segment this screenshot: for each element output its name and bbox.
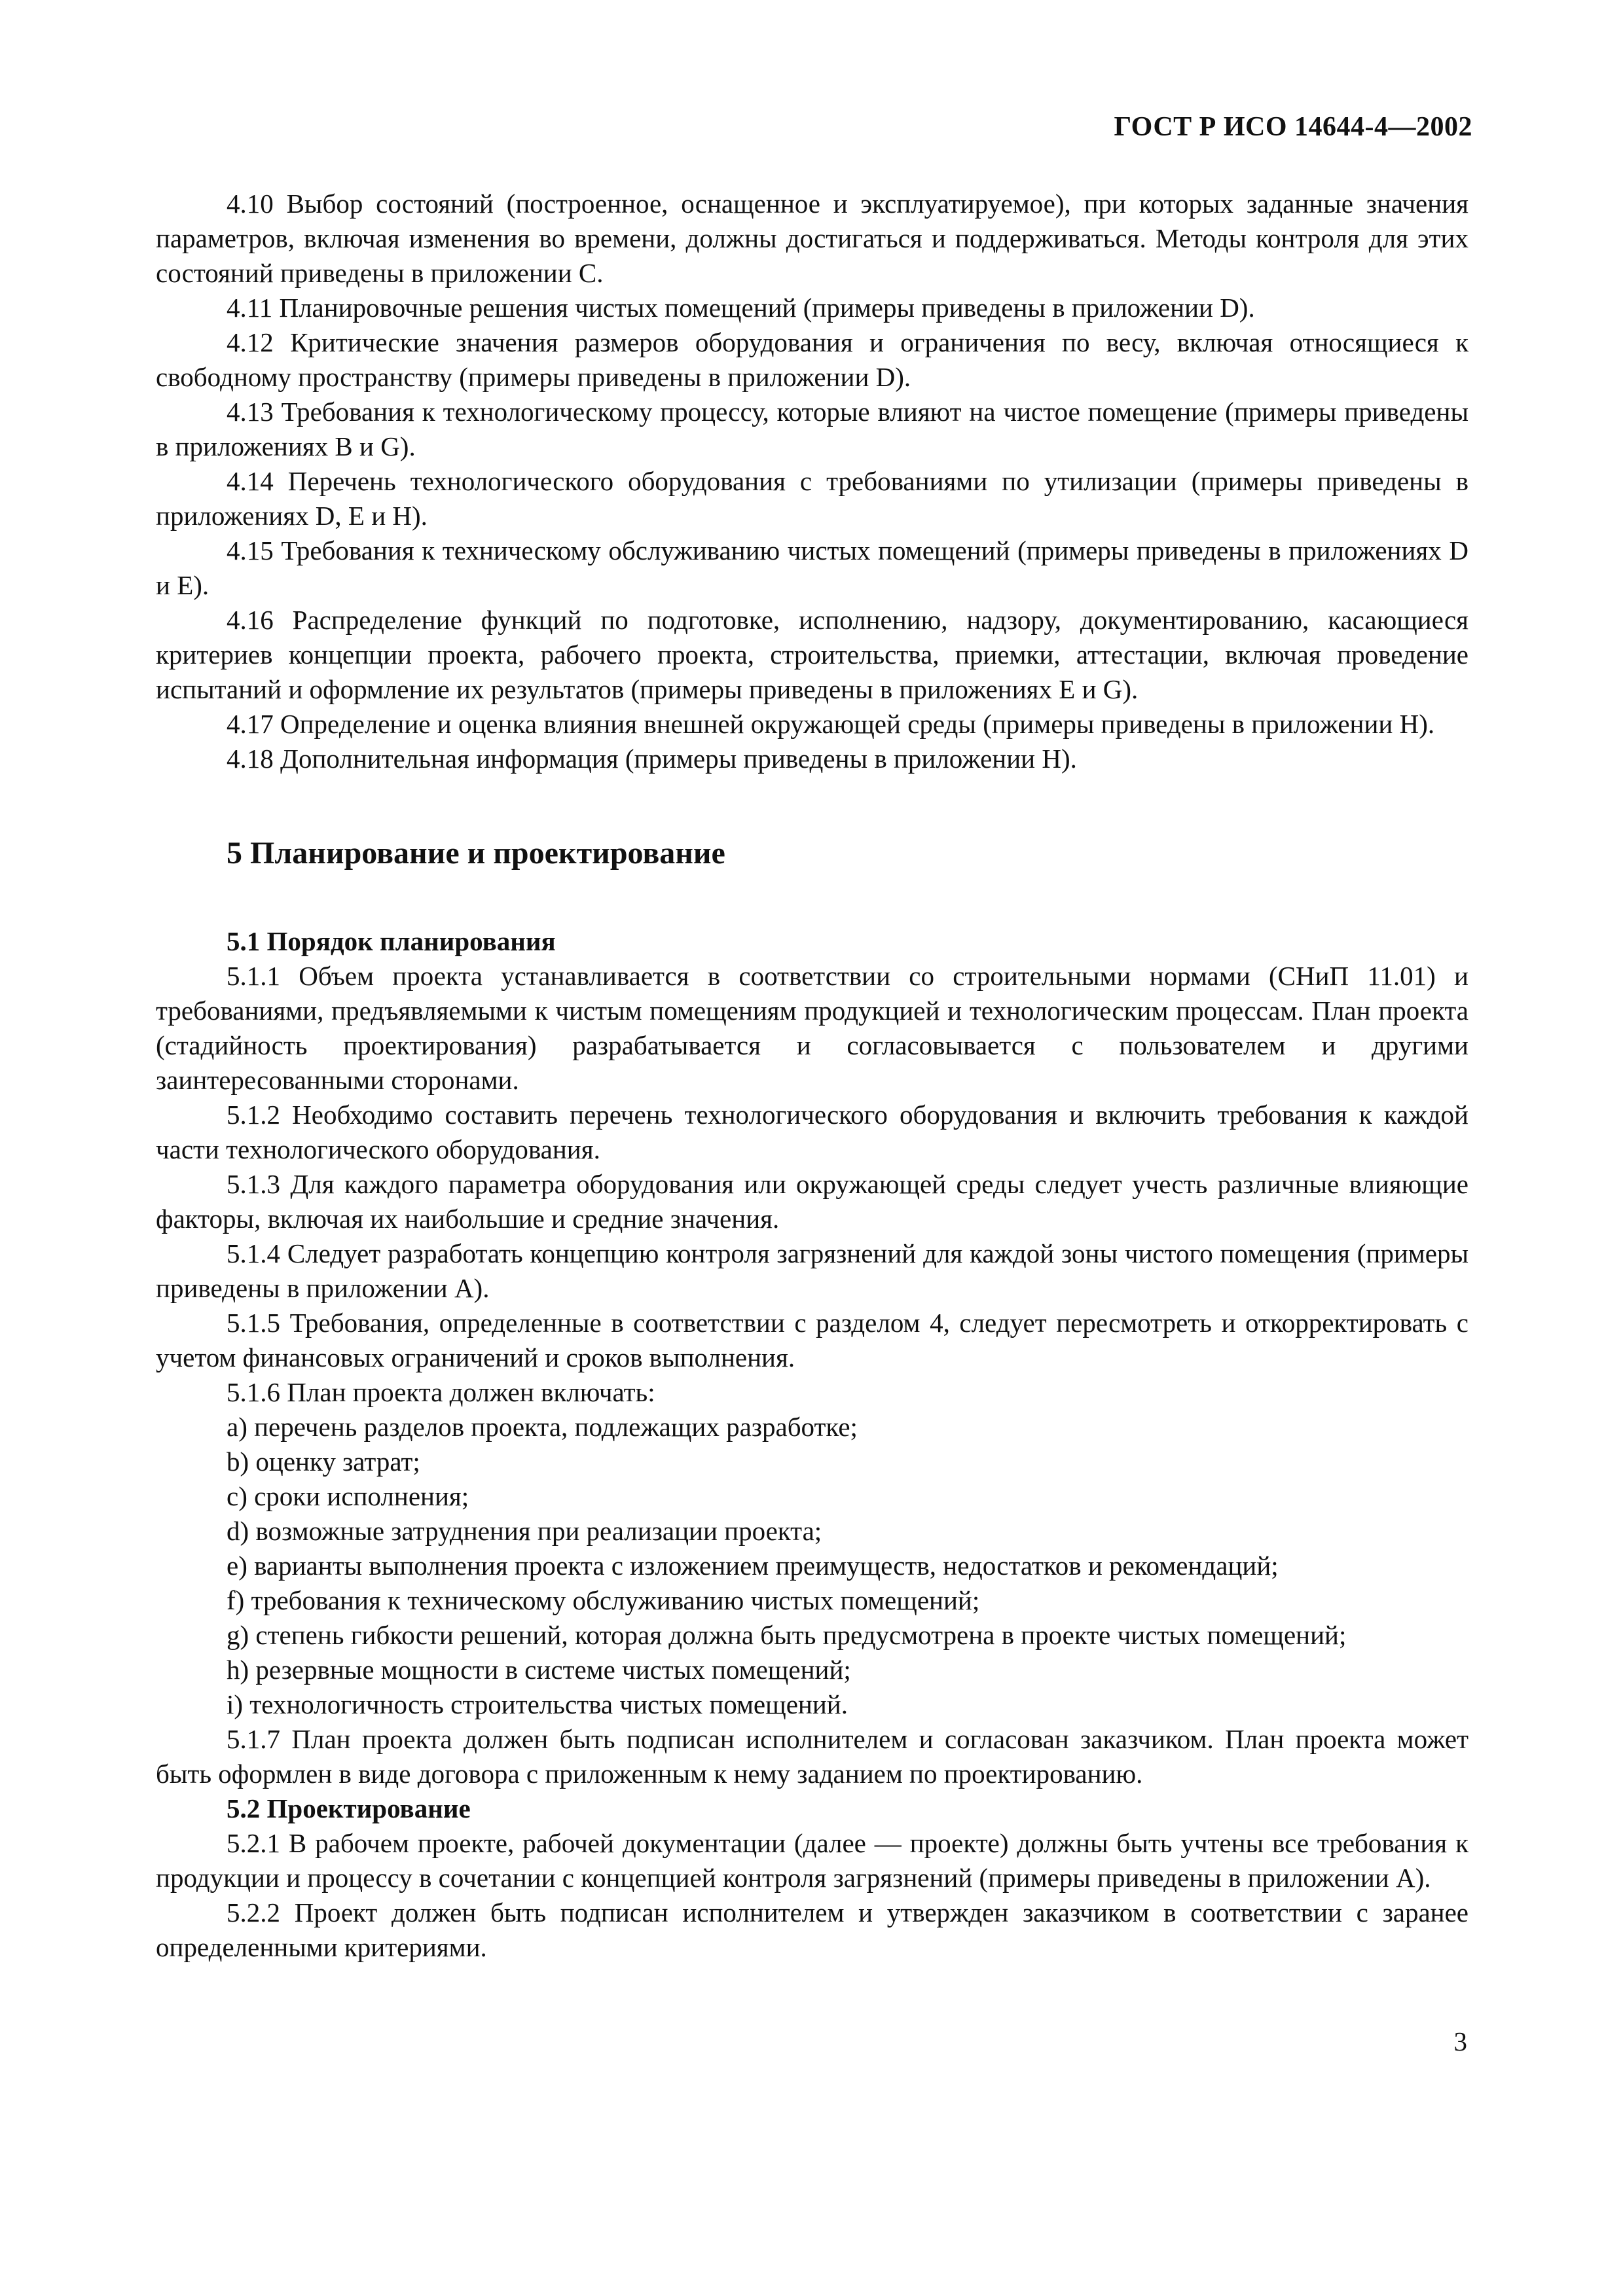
list-item-g: g) степень гибкости решений, которая должна быть предусмотрена в проекте чистых помещений; [227,1620,1347,1650]
paragraph-4-17: 4.17 Определение и оценка влияния внешней окружающей среды (примеры приведены в приложении Н). [227,709,1435,739]
page-number: 3 [1453,2026,1467,2056]
list-item-f: f) требования к техническому обслуживанию чистых помещений; [227,1585,980,1615]
paragraph-5-1-5: 5.1.5 Требования, определенные в соответствии с разделом 4, следует пересмотреть и откорректировать с учетом финансовых ограничений и сроков выполнения. [156,1308,1468,1372]
list-item-b: b) оценку затрат; [227,1446,420,1477]
subsection-5-1-title: 5.1 Порядок планирования [227,926,556,956]
list-item-c: c) сроки исполнения; [227,1481,469,1511]
list-item-e: e) варианты выполнения проекта с изложением преимуществ, недостатков и рекомендаций; [227,1551,1279,1581]
paragraph-5-1-4: 5.1.4 Следует разработать концепцию контроля загрязнений для каждой зоны чистого помещения (примеры приведены в приложении А). [156,1238,1468,1303]
paragraph-5-1-1: 5.1.1 Объем проекта устанавливается в соответствии со строительными нормами (СНиП 11.01) и требованиями, предъявляемыми к чистым помещениям продукцией и технологическим процессам. План проекта (стадийность проектирования) разрабатывается и согласовывается с пользователем и другими заинтересованными сторонами. [156,961,1468,1095]
paragraph-4-10: 4.10 Выбор состояний (построенное, оснащенное и эксплуатируемое), при которых заданные значения параметров, включая изменения во времени, должны достигаться и поддерживаться. Методы контроля для этих состояний приведены в приложении С. [156,188,1468,288]
list-item-h: h) резервные мощности в системе чистых помещений; [227,1655,851,1685]
paragraph-5-2-2: 5.2.2 Проект должен быть подписан исполнителем и утвержден заказчиком в соответствии с заранее определенными критериями. [156,1897,1468,1962]
paragraph-4-18: 4.18 Дополнительная информация (примеры приведены в приложении Н). [227,744,1077,774]
paragraph-5-1-2: 5.1.2 Необходимо составить перечень технологического оборудования и включить требования к каждой части технологического оборудования. [156,1100,1468,1164]
paragraph-4-12: 4.12 Критические значения размеров оборудования и ограничения по весу, включая относящиеся к свободному пространству (примеры приведены в приложении D). [156,327,1468,392]
list-item-d: d) возможные затруднения при реализации проекта; [227,1516,822,1546]
section-5-title: 5 Планирование и проектирование [227,836,725,870]
document-body [156,187,1468,1965]
document-header: ГОСТ Р ИСО 14644-4—2002 [1114,112,1472,142]
list-item-i: i) технологичность строительства чистых помещений. [227,1689,848,1719]
paragraph-4-14: 4.14 Перечень технологического оборудования с требованиями по утилизации (примеры приведены в приложениях D, E и Н). [156,466,1468,531]
subsection-5-2-title: 5.2 Проектирование [227,1793,471,1823]
paragraph-4-13: 4.13 Требования к технологическому процессу, которые влияют на чистое помещение (примеры приведены в приложениях В и G). [156,397,1468,461]
paragraph-4-11: 4.11 Планировочные решения чистых помещений (примеры приведены в приложении D). [227,293,1255,323]
paragraph-5-1-6: 5.1.6 План проекта должен включать: [227,1377,655,1407]
paragraph-5-1-7: 5.1.7 План проекта должен быть подписан исполнителем и согласован заказчиком. План проекта может быть оформлен в виде договора с приложенным к нему заданием по проектированию. [156,1724,1468,1789]
paragraph-5-2-1: 5.2.1 В рабочем проекте, рабочей документации (далее — проекте) должны быть учтены все требования к продукции и процессу в сочетании с концепцией контроля загрязнений (примеры приведены в приложении А). [156,1828,1468,1893]
list-item-a: a) перечень разделов проекта, подлежащих разработке; [227,1412,858,1442]
paragraph-4-15: 4.15 Требования к техническому обслуживанию чистых помещений (примеры приведены в приложениях D и Е). [156,535,1468,600]
paragraph-4-16: 4.16 Распределение функций по подготовке, исполнению, надзору, документированию, касающиеся критериев концепции проекта, рабочего проекта, строительства, приемки, аттестации, включая проведение испытаний и оформление их результатов (примеры приведены в приложениях Е и G). [156,605,1468,704]
paragraph-5-1-3: 5.1.3 Для каждого параметра оборудования или окружающей среды следует учесть различные влияющие факторы, включая их наибольшие и средние значения. [156,1169,1468,1234]
